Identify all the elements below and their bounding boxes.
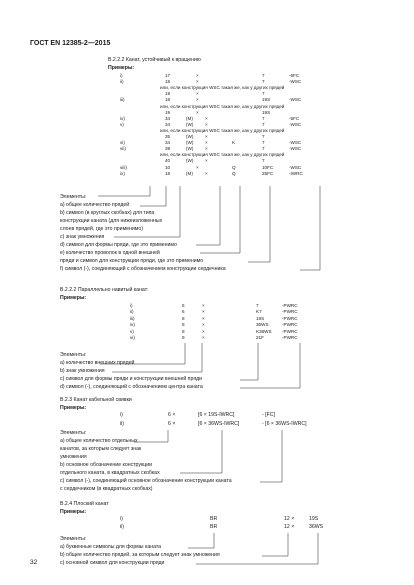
element-item: b) основное обозначение конструкции <box>60 462 152 468</box>
example-c4: 7 <box>262 115 265 121</box>
example-c5: -PWRC <box>282 309 298 315</box>
example-c2: 34 <box>165 140 171 146</box>
example-c1: i) <box>120 73 123 78</box>
example-c5: -5FC <box>289 115 300 121</box>
example-c3: × <box>196 97 199 103</box>
example-c3: × <box>196 164 199 170</box>
example-c4: 7 <box>262 79 265 85</box>
example-c4: 7 <box>262 158 265 164</box>
example-c5: -WSC <box>289 140 302 146</box>
example-c4: 7 <box>256 303 259 308</box>
example-c2: 8 <box>182 322 185 328</box>
example-c2: 9 <box>182 335 185 340</box>
example-c3: × <box>196 109 199 115</box>
examples-label: Примеры: <box>60 509 87 515</box>
example-c3b: × <box>205 158 208 164</box>
example-c1: iii) <box>120 97 125 103</box>
example-c2: 10 <box>165 164 171 170</box>
element-item: слоев прядей, где это применимо) <box>60 226 143 232</box>
example-c3: × <box>202 315 205 321</box>
example-c3: × <box>202 303 205 308</box>
example-c1: vi) <box>120 140 125 146</box>
element-item: a) общее количество прядей <box>60 202 130 208</box>
example-c2: 19 <box>165 109 171 115</box>
leader-line <box>100 343 185 364</box>
example-c5: -WSC <box>289 164 302 170</box>
example-c4: 7 <box>262 121 265 127</box>
element-item: d) символ для формы пряди, где это применимо <box>60 242 177 248</box>
element-item: a) общее количество отдельных <box>60 438 138 444</box>
example-c2: 34 <box>165 115 171 121</box>
element-item: e) количество проволок в одной внешней <box>60 250 160 256</box>
example-c5: -PWRC <box>282 315 298 321</box>
leader-line <box>98 186 150 196</box>
element-item: b) знак умножения <box>60 368 105 374</box>
example-index: ii) <box>120 421 125 427</box>
example-c1: iii) <box>130 315 135 321</box>
example-c4: 7 <box>262 134 265 139</box>
example-c3b: × <box>205 170 208 176</box>
element-item: c) символ (-), соединяющий основное обозначение конструкции каната <box>60 478 232 484</box>
elements-label: Элементы: <box>60 194 87 200</box>
example-c3: × <box>202 309 205 315</box>
example-c2: 39 <box>165 146 171 152</box>
example-strand: [6 × 36WS-IWRC] <box>198 421 240 427</box>
element-item: умножения <box>60 454 87 460</box>
example-strand: [6 × 19S-IWRC] <box>198 412 235 418</box>
example-c5: -PWRC <box>282 322 298 328</box>
page-number: 32 <box>30 559 38 566</box>
example-c5: -WSC <box>289 121 302 127</box>
leader-line <box>180 430 222 473</box>
example-c3b: × <box>205 146 208 152</box>
example-c3b: × <box>205 134 208 139</box>
example-c4: 19S <box>256 315 265 321</box>
example-c2: 8 <box>182 328 185 334</box>
section-title-parallel: В.2.2.2 Параллельно навитый канат: <box>60 287 149 293</box>
example-c3: × <box>196 79 199 85</box>
example-note: или, если конструкция WSC такая же, как у других прядей <box>160 152 285 158</box>
example-strand: 19S <box>309 516 319 522</box>
example-c1: iv) <box>120 115 125 121</box>
examples-label: Примеры: <box>108 65 135 71</box>
example-count: 6 × <box>168 421 176 427</box>
example-c1: ix) <box>120 170 125 176</box>
example-core: - [FC] <box>262 412 275 418</box>
example-c3: (W) <box>186 158 194 164</box>
element-item: a) количество внешних прядей <box>60 360 135 366</box>
example-note: или, если конструкция WSC такая же, как у других прядей <box>160 85 285 91</box>
leader-line <box>112 343 202 372</box>
example-c1: iv) <box>130 322 135 328</box>
example-c1: i) <box>130 303 133 308</box>
example-c1: v) <box>120 121 124 127</box>
example-index: i) <box>120 412 123 418</box>
example-c5: -PWRC <box>282 335 298 340</box>
example-c4: 19S <box>262 109 271 115</box>
example-c3: (W) <box>186 140 194 146</box>
example-c4: 21F <box>256 335 264 340</box>
example-c2: 35 <box>165 134 171 139</box>
element-item: с сердечником (в квадратных скобках) <box>60 486 153 492</box>
section-title-flat-rope: В.2.4 Плоский канат <box>60 501 109 507</box>
example-c4: 7 <box>262 91 265 97</box>
example-c5: -WSC <box>289 97 302 103</box>
examples-label: Примеры: <box>60 295 87 301</box>
example-note: или, если конструкция WSC такая же, как у других прядей <box>160 103 285 109</box>
example-c5: -WSC <box>289 146 302 152</box>
example-c4x: K <box>232 140 236 146</box>
example-c1: ii) <box>130 309 134 315</box>
example-count: 6 × <box>168 412 176 418</box>
leader-line <box>248 186 270 262</box>
example-c3: (W) <box>186 146 194 152</box>
example-c3: (W) <box>186 134 194 139</box>
example-c5: -WSC <box>289 79 302 85</box>
example-c2: 6 <box>182 309 185 315</box>
example-c3: × <box>196 73 199 78</box>
example-c4: Q <box>232 170 236 176</box>
example-c5: -IWRC <box>289 170 303 176</box>
example-c4b: 25FC <box>262 170 274 176</box>
element-item: f) символ (-), соединяющий с обозначением конструкции сердечника <box>60 266 226 272</box>
example-strand: 36WS <box>309 524 324 530</box>
element-item: b) символ (в круглых скобках) для типа <box>60 210 155 216</box>
section-title-cable-laid: В.2.3 Канат кабельной свивки <box>60 397 132 403</box>
leader-line <box>262 533 288 556</box>
example-c3b: × <box>205 115 208 121</box>
example-shape: BR <box>210 516 218 522</box>
elements-label: Элементы: <box>60 536 87 542</box>
example-c4: 7 <box>262 73 265 78</box>
example-c2: 8 <box>182 315 185 321</box>
example-c2: 17 <box>165 73 171 78</box>
element-item: d) символ (-), соединяющий с обозначением центра каната <box>60 384 203 390</box>
example-c1: vi) <box>130 335 135 340</box>
example-c3b: × <box>205 121 208 127</box>
element-item: c) символ для формы пряди и конструкции внешней пряди <box>60 376 203 382</box>
example-c3: (M) <box>186 170 193 176</box>
example-c1: vii) <box>120 146 126 152</box>
example-index: ii) <box>120 524 125 530</box>
example-shape: BR <box>210 524 218 530</box>
leader-line <box>300 186 320 270</box>
example-c4b: 10FC <box>262 164 274 170</box>
example-c4: K36WS <box>256 328 272 334</box>
element-item: канатов, за которым следует знак <box>60 446 142 452</box>
example-c2: 18 <box>165 79 171 85</box>
element-item: c) основной символ для конструкции пряди <box>60 560 165 566</box>
example-c4: Q <box>232 164 236 170</box>
leader-line <box>240 343 300 388</box>
leader-line <box>188 533 214 548</box>
example-c5: -PWRC <box>282 303 298 308</box>
example-c2: 34 <box>165 121 171 127</box>
example-c3: (M) <box>186 115 193 121</box>
example-note: или, если конструкция WSC такая же, как у других прядей <box>160 127 285 133</box>
elements-label: Элементы: <box>60 430 87 436</box>
leader-line <box>240 343 258 380</box>
example-c4: 7 <box>262 146 265 152</box>
element-item: a) буквенные символы для формы каната <box>60 544 162 550</box>
example-c5: -PWRC <box>282 328 298 334</box>
example-c4: 7 <box>262 140 265 146</box>
example-c1: ii) <box>120 79 124 85</box>
example-count: 12 × <box>284 524 295 530</box>
example-c4: 19S <box>262 97 271 103</box>
leader-line <box>114 186 180 237</box>
example-core: - [6 × 36WS-IWRC] <box>262 421 307 427</box>
element-item: b) общее количество прядей, за которым следует знак умножения <box>60 552 220 558</box>
example-c3: × <box>202 335 205 340</box>
leader-line <box>134 430 168 442</box>
example-c4: K7 <box>256 309 262 315</box>
example-c5: -6FC <box>289 73 300 78</box>
element-item: конструкции каната (для нижеизложенных <box>60 218 163 224</box>
example-c3: × <box>196 91 199 97</box>
example-c3: × <box>202 328 205 334</box>
example-c3b: × <box>205 140 208 146</box>
element-item: пряди и символ для конструкции пряди, где это применимо <box>60 258 204 264</box>
example-c2: 19 <box>165 91 171 97</box>
page-header-title: ГОСТ EN 12385-2—2015 <box>30 40 111 47</box>
leader-line <box>196 186 220 245</box>
examples-label: Примеры: <box>60 405 87 411</box>
example-count: 12 × <box>284 516 295 522</box>
example-c1: v) <box>130 328 134 334</box>
example-c2: 6 <box>182 303 185 308</box>
example-c4: 36WS <box>256 322 269 328</box>
example-index: i) <box>120 516 123 522</box>
example-c3: (W) <box>186 121 194 127</box>
elements-label: Элементы: <box>60 352 87 358</box>
example-c2: 40 <box>165 158 171 164</box>
example-c1: viii) <box>120 164 127 170</box>
leader-line <box>196 533 318 564</box>
section-title-rotation-resistant: В.2.2.2 Канат, устойчивый к вращению <box>108 57 201 63</box>
example-c2: 18 <box>165 170 171 176</box>
leader-line <box>260 430 282 482</box>
example-c2: 18 <box>165 97 171 103</box>
example-c3: × <box>202 322 205 328</box>
element-item: c) знак умножения <box>60 234 105 240</box>
element-item: отдельного каната, в квадратных скобках <box>60 470 160 476</box>
